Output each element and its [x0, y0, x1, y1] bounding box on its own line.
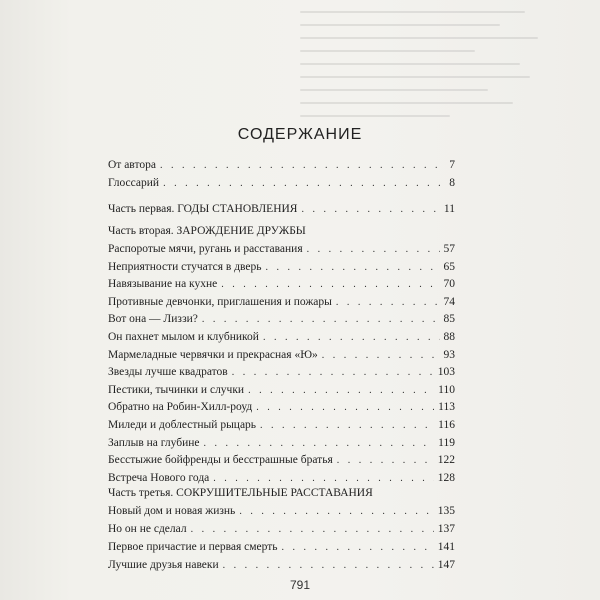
- toc-entry-page: 137: [437, 523, 455, 535]
- leader-dots: [221, 276, 439, 294]
- toc-entry-page: 122: [437, 454, 455, 467]
- toc-entry-label: Часть первая. ГОДЫ СТАНОВЛЕНИЯ: [108, 203, 298, 215]
- toc-entry-page: 7: [449, 159, 455, 171]
- toc-entry-page: 116: [438, 419, 455, 431]
- toc-entry: [108, 363, 455, 381]
- toc-entry-page: 93: [443, 348, 455, 361]
- page-title: СОДЕРЖАНИЕ: [237, 126, 363, 143]
- toc-entry-page: 57: [443, 243, 455, 255]
- toc-entry: [108, 293, 455, 311]
- toc-entry: [108, 275, 455, 293]
- leader-dots: [256, 399, 434, 417]
- toc-entry-label: Встреча Нового года: [108, 471, 210, 484]
- toc-entry-page: 70: [443, 278, 455, 291]
- leader-dots: [266, 259, 440, 277]
- leader-dots: [223, 557, 434, 575]
- toc-entry: [108, 434, 455, 452]
- toc-entry: [108, 538, 455, 556]
- toc-entry-label: Неприятности стучатся в дверь: [108, 260, 262, 273]
- toc-entry-label: От автора: [108, 159, 156, 171]
- toc-entry-label: Лучшие друзья навеки: [108, 559, 219, 571]
- toc-entry-page: 65: [443, 260, 455, 273]
- leader-dots: [160, 157, 445, 175]
- toc-entry-label: Он пахнет мылом и клубникой: [108, 331, 259, 343]
- leader-dots: [163, 175, 445, 193]
- page-number: 791: [289, 578, 311, 592]
- leader-dots: [248, 382, 434, 400]
- bleed-through-text: [300, 0, 550, 135]
- toc-entry-page: 11: [443, 203, 455, 215]
- leader-dots: [337, 452, 434, 470]
- toc-entry-label: Первое причастие и первая смерть: [108, 541, 278, 553]
- toc-entry-label: Мармеладные червячки и прекрасная «Ю»: [108, 348, 318, 361]
- toc-entry: [108, 174, 455, 192]
- toc-entry-page: 141: [437, 541, 455, 553]
- leader-dots: [204, 435, 435, 453]
- toc-entry-label: Новый дом и новая жизнь: [108, 505, 236, 517]
- toc-part-heading: Часть третья. СОКРУШИТЕЛЬНЫЕ РАССТАВАНИЯ: [108, 487, 373, 499]
- leader-dots: [307, 241, 440, 259]
- toc-entry-label: Вот она — Лиззи?: [108, 313, 198, 326]
- toc-entry-label: Но он не сделал: [108, 523, 187, 535]
- toc-entry-label: Распоротые мячи, ругань и расставания: [108, 243, 303, 255]
- toc-entry-page: 110: [438, 383, 455, 396]
- toc-entry-page: 135: [437, 505, 455, 517]
- toc-entry: [108, 346, 455, 364]
- leader-dots: [260, 417, 434, 435]
- toc-entry-page: 119: [438, 436, 455, 449]
- leader-dots: [202, 311, 440, 329]
- toc-entry: [108, 502, 455, 520]
- toc-entry-page: 8: [449, 177, 455, 189]
- leader-dots: [232, 364, 434, 382]
- toc-part-heading: Часть вторая. ЗАРОЖДЕНИЕ ДРУЖБЫ: [108, 225, 306, 237]
- toc-entry: [108, 451, 455, 469]
- toc-entry: [108, 156, 455, 174]
- toc-entry: [108, 556, 455, 574]
- leader-dots: [336, 294, 440, 312]
- toc-entry: [108, 381, 455, 399]
- toc-entry-page: 103: [437, 366, 455, 379]
- leader-dots: [322, 347, 440, 365]
- leader-dots: [301, 201, 439, 219]
- toc-entry-page: 147: [437, 559, 455, 571]
- toc-entry-label: Противные девчонки, приглашения и пожары: [108, 295, 332, 308]
- toc-entry-page: 85: [443, 313, 455, 326]
- leader-dots: [191, 521, 434, 539]
- toc-entry-label: Глоссарий: [108, 177, 160, 189]
- toc-entry-label: Звезды лучше квадратов: [108, 366, 228, 379]
- toc-entry-label: Пестики, тычинки и случки: [108, 383, 245, 396]
- leader-dots: [282, 539, 434, 557]
- toc-entry-label: Навязывание на кухне: [108, 278, 218, 291]
- toc-entry: [108, 240, 455, 258]
- toc-entry-label: Заплыв на глубине: [108, 436, 200, 449]
- toc-part-entry: [108, 200, 455, 218]
- toc-entry-page: 113: [438, 401, 455, 414]
- toc-entry: [108, 258, 455, 276]
- toc-entry-label: Миледи и доблестный рыцарь: [108, 419, 257, 431]
- toc-entry-label: Обратно на Робин-Хилл-роуд: [108, 401, 253, 414]
- toc-entry: [108, 416, 455, 434]
- toc-entry-page: 88: [443, 331, 455, 343]
- leader-dots: [263, 329, 440, 347]
- toc-entry: [108, 520, 455, 538]
- toc-entry: [108, 398, 455, 416]
- leader-dots: [239, 503, 433, 521]
- toc-entry-label: Бесстыжие бойфренды и бесстрашные братья: [108, 454, 333, 467]
- toc-entry-page: 128: [437, 471, 455, 484]
- toc-entry: [108, 328, 455, 346]
- toc-entry-page: 74: [443, 295, 455, 308]
- toc-entry: [108, 310, 455, 328]
